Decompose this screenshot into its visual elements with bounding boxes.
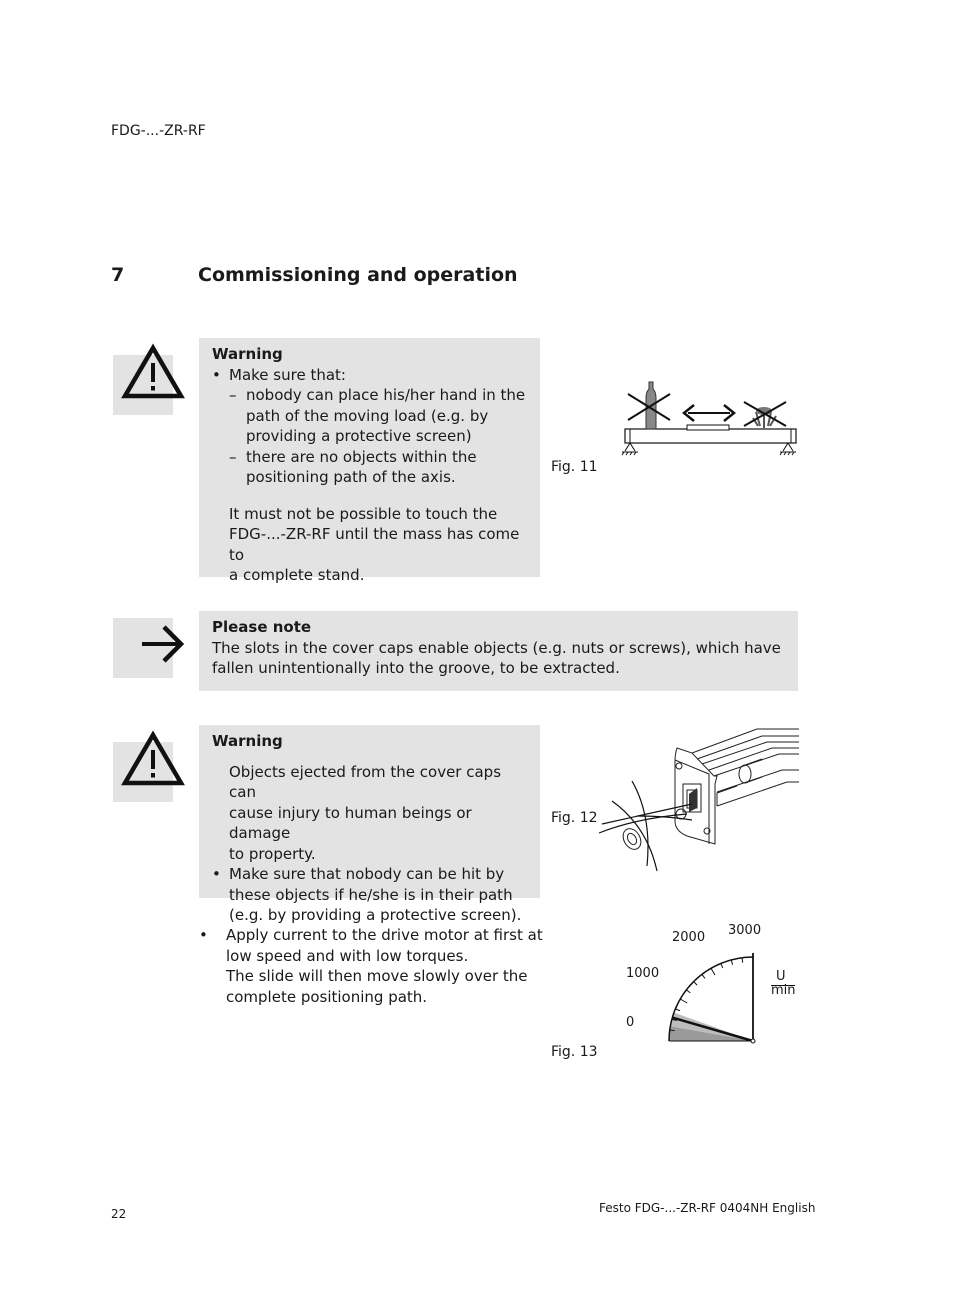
gauge-tick: [702, 974, 705, 978]
section-title: Commissioning and operation: [198, 264, 518, 286]
gauge-label-1000: 1000: [626, 966, 660, 981]
note-title: Please note: [212, 618, 312, 636]
gauge-tick: [731, 960, 732, 965]
bullet-icon: •: [212, 865, 221, 883]
gauge-label-0: 0: [626, 1015, 635, 1030]
dash-icon: –: [229, 386, 237, 404]
gauge-tick: [711, 968, 715, 975]
figure-caption: Fig. 12: [551, 810, 598, 826]
warning-paragraph: It must not be possible to touch the FDG-...-ZR-RF until the mass has come to a complete stand.: [229, 504, 520, 584]
warning-title: Warning: [212, 345, 283, 363]
arrow-right-icon: [113, 618, 185, 678]
warning-title: Warning: [212, 732, 283, 750]
speed-gauge: [630, 945, 760, 1045]
figure-caption: Fig. 13: [551, 1044, 598, 1060]
linear-axis-safety-illustration: [620, 378, 800, 460]
gauge-tick: [721, 963, 723, 968]
gauge-label-3000: 3000: [728, 923, 762, 938]
bullet-item: • Make sure that nobody can be hit by these objects if he/she is in their path (e.g. by providing a protective screen).: [212, 865, 522, 924]
dash-icon: –: [229, 447, 237, 466]
gauge-tick: [680, 999, 687, 1003]
warning-box-1: [199, 338, 540, 584]
gauge-label-2000: 2000: [672, 930, 706, 945]
warning-box-2: [199, 725, 540, 924]
note-box: Please note The slots in the cover caps enable objects (e.g. nuts or screws), which have fallen unintentionally into the groove, to be extracted.: [199, 611, 798, 691]
section-number: 7: [111, 264, 125, 286]
page-number: 22: [111, 1207, 127, 1221]
gauge-tick: [670, 1030, 675, 1031]
bullet-icon: •: [199, 926, 208, 944]
dash-item: – nobody can place his/her hand in the path of the moving load (e.g. by providing a protective screen): [229, 386, 526, 445]
footer-document-info: Festo FDG-...-ZR-RF 0404NH English: [599, 1201, 816, 1215]
gauge-tick: [686, 990, 690, 993]
gauge-unit-bottom: min: [771, 983, 796, 998]
gauge-unit-top: U: [776, 969, 786, 984]
bullet-item: • Make sure that:: [212, 365, 346, 384]
figure-caption: Fig. 11: [551, 459, 598, 475]
cover-cap-ejection-illustration: [597, 726, 799, 876]
warning-paragraph: Objects ejected from the cover caps can cause injury to human beings or damage to property.: [229, 762, 502, 863]
gauge-tick: [675, 1009, 680, 1011]
document-header: FDG-...-ZR-RF: [111, 123, 206, 139]
warning-triangle-icon: [113, 729, 185, 789]
instruction-step: • Apply current to the drive motor at first at low speed and with low torques. The slide will then move slowly over the complete positioning path.: [199, 926, 543, 1006]
gauge-tick: [694, 982, 698, 986]
bullet-icon: •: [212, 365, 221, 384]
dash-item: – there are no objects within the positioning path of the axis.: [229, 447, 477, 486]
gauge-tick: [742, 958, 743, 963]
warning-triangle-icon: [113, 342, 185, 402]
